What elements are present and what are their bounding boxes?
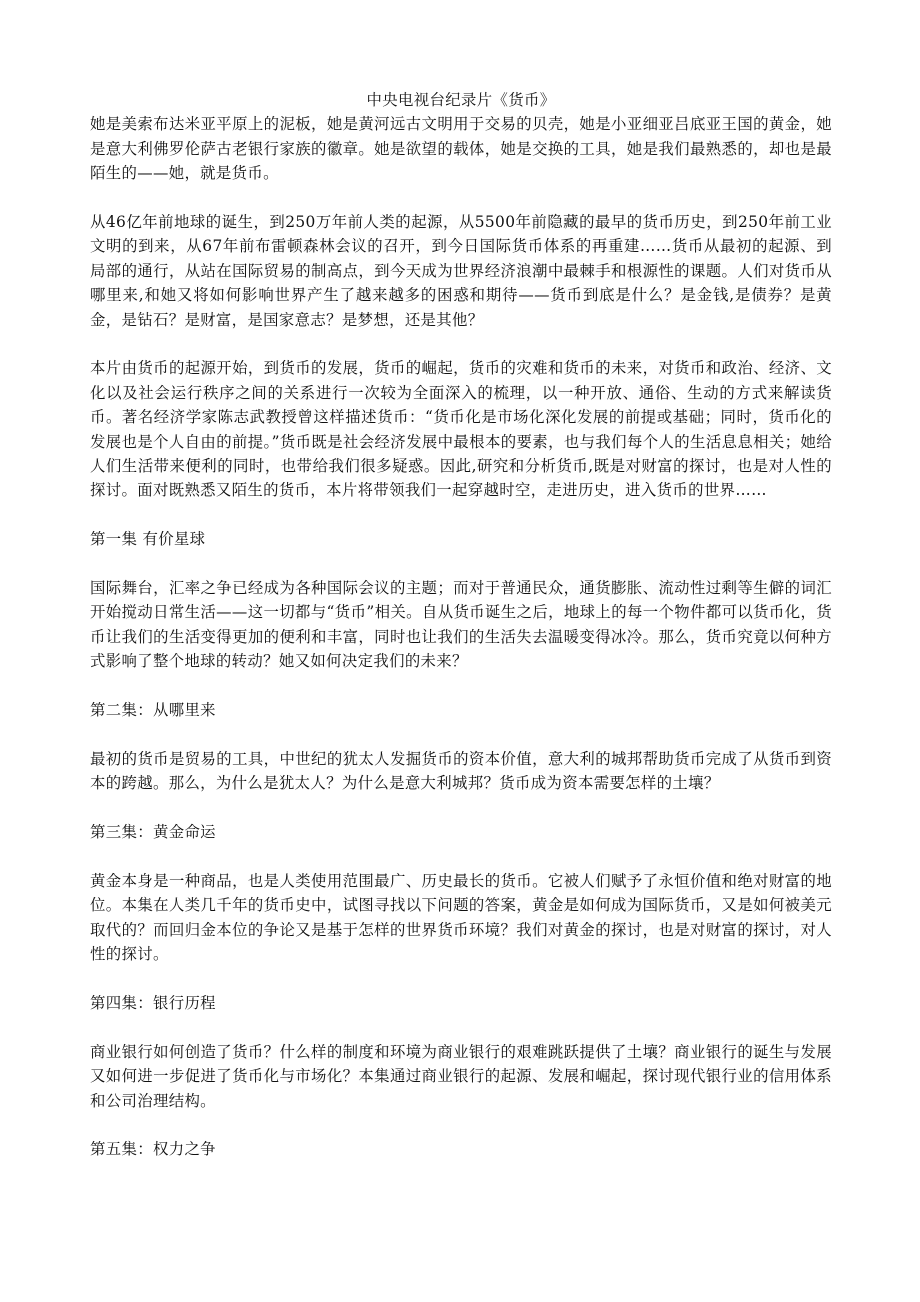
episode-4-heading: 第四集：银行历程 <box>90 993 216 1012</box>
episode-3-heading: 第三集：黄金命运 <box>90 823 216 842</box>
intro-paragraph-1: 她是美索布达米亚平原上的泥板，她是黄河远古文明用于交易的贝壳，她是小亚细亚吕底亚王国的黄金，她是意大利佛罗伦萨古老银行家族的徽章。她是欲望的载体，她是交换的工具，她是我们最熟悉的，却也是最陌生的——她，就是货币。 <box>90 115 832 183</box>
episode-1-text: 国际舞台，汇率之争已经成为各种国际会议的主题；而对于普通民众，通货膨胀、流动性过剩等生僻的词汇开始搅动日常生活——这一切都与“货币”相关。自从货币诞生之后，地球上的每一个物件都可以货币化，货币让我们的生活变得更加的便利和丰富，同时也让我们的生活失去温暖变得冰冷。那么，货币究竟以何种方式影响了整个地球的转动？她又如何决定我们的未来？ <box>90 579 832 671</box>
episode-5-heading: 第五集：权力之争 <box>90 1140 216 1159</box>
episode-4-text: 商业银行如何创造了货币？什么样的制度和环境为商业银行的艰难跳跃提供了土壤？商业银行的诞生与发展又如何进一步促进了货币化与市场化？本集通过商业银行的起源、发展和崛起，探讨现代银行业的信用体系和公司治理结构。 <box>90 1042 832 1110</box>
intro-paragraph-3: 本片由货币的起源开始，到货币的发展，货币的崛起，货币的灾难和货币的未来，对货币和政治、经济、文化以及社会运行秩序之间的关系进行一次较为全面深入的梳理，以一种开放、通俗、生动的方式来解读货币。著名经济学家陈志武教授曾这样描述货币：“货币化是市场化深化发展的前提或基础；同时，货币化的发展也是个人自由的前提。”货币既是社会经济发展中最根本的要素，也与我们每个人的生活息息相关；她给人们生活带来便利的同时，也带给我们很多疑惑。因此,研究和分析货币,既是对财富的探讨，也是对人性的探讨。面对既熟悉又陌生的货币，本片将带领我们一起穿越时空，走进历史，进入货币的世界…… <box>90 359 832 500</box>
episode-2-heading: 第二集：从哪里来 <box>90 701 216 720</box>
episode-3-text: 黄金本身是一种商品，也是人类使用范围最广、历史最长的货币。它被人们赋予了永恒价值和绝对财富的地位。本集在人类几千年的货币史中，试图寻找以下问题的答案，黄金是如何成为国际货币，又是如何被美元取代的？而回归金本位的争论又是基于怎样的世界货币环境？我们对黄金的探讨，也是对财富的探讨，对人性的探讨。 <box>90 871 832 964</box>
intro-paragraph-2: 从46亿年前地球的诞生，到250万年前人类的起源，从5500年前隐藏的最早的货币历史，到250年前工业文明的到来，从67年前布雷顿森林会议的召开，到今日国际货币体系的再重建……货币从最初的起源、到局部的通行，从站在国际贸易的制高点，到今天成为世界经济浪潮中最棘手和根源性的课题。人们对货币从哪里来,和她又将如何影响世界产生了越来越多的困惑和期待——货币到底是什么？是金钱,是债券？是黄金，是钻石？是财富，是国家意志？是梦想，还是其他？ <box>90 213 832 329</box>
episode-2-text: 最初的货币是贸易的工具，中世纪的犹太人发掘货币的资本价值，意大利的城邦帮助货币完成了从货币到资本的跨越。那么，为什么是犹太人？为什么是意大利城邦？货币成为资本需要怎样的土壤？ <box>90 749 832 793</box>
document-title: 中央电视台纪录片《货币》 <box>366 91 556 109</box>
document-page <box>90 88 832 1186</box>
episode-1-heading: 第一集 有价星球 <box>90 530 206 549</box>
